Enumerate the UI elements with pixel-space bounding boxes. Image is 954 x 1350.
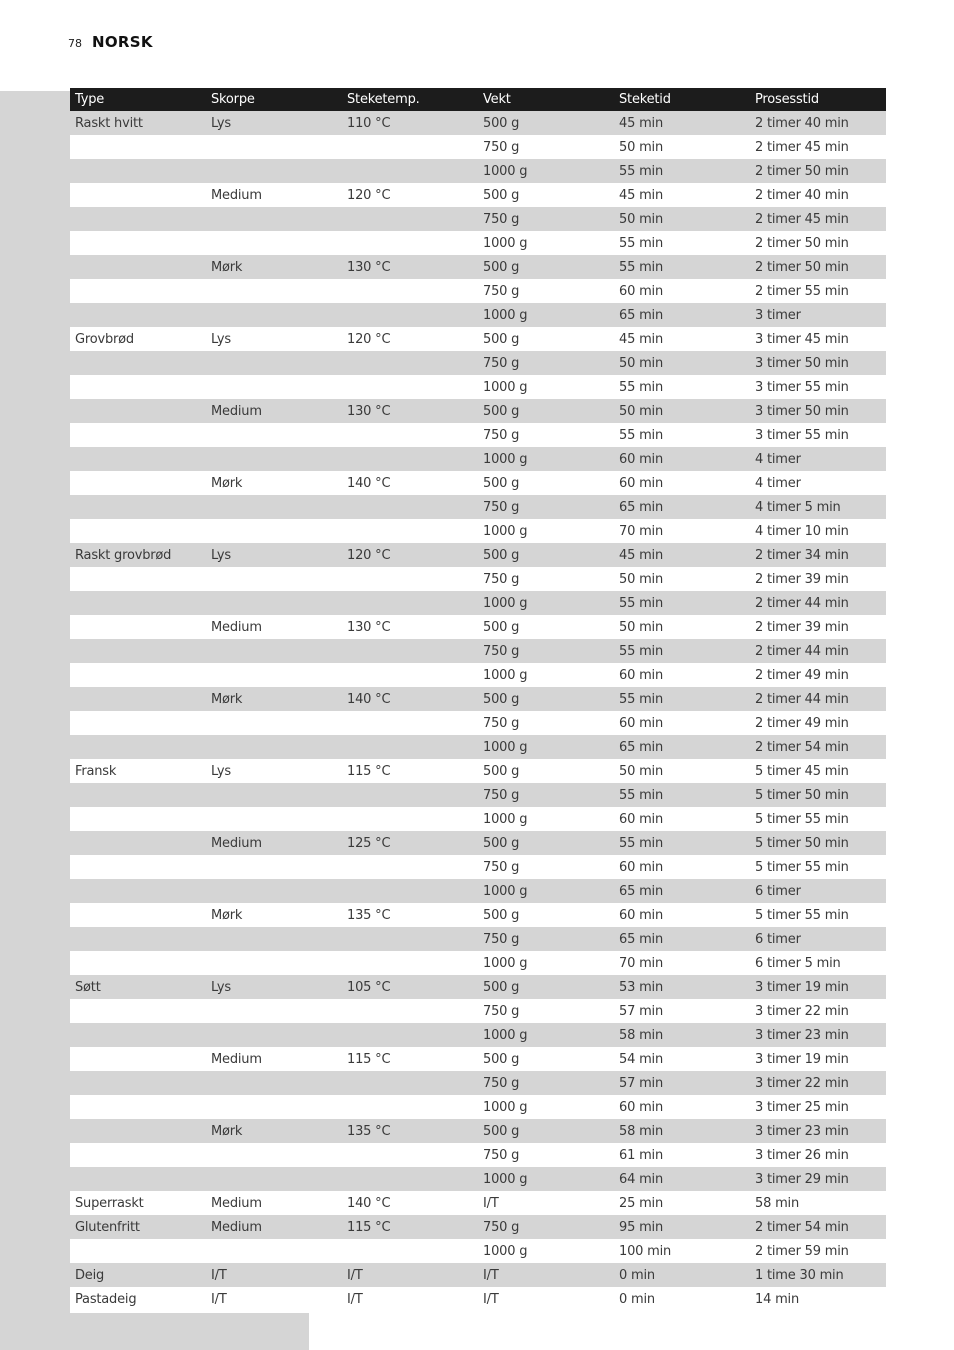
- cell-temperature: 120 °C: [347, 331, 391, 347]
- table-row: [70, 1191, 886, 1215]
- cell-baking-time: 65 min: [619, 307, 663, 323]
- cell-baking-time: 60 min: [619, 475, 663, 491]
- cell-baking-time: 45 min: [619, 331, 663, 347]
- cell-weight: I/T: [483, 1267, 499, 1283]
- cell-baking-time: 60 min: [619, 451, 663, 467]
- cell-baking-time: 25 min: [619, 1195, 663, 1211]
- cell-baking-time: 60 min: [619, 667, 663, 683]
- cell-weight: 1000 g: [483, 955, 528, 971]
- cell-process-time: 2 timer 44 min: [755, 691, 849, 707]
- header-baking-time: Steketid: [619, 92, 671, 107]
- header-temperature: Steketemp.: [347, 92, 420, 107]
- cell-temperature: 135 °C: [347, 907, 391, 923]
- table-row: [70, 567, 886, 591]
- table-row: [70, 855, 886, 879]
- table-row: [70, 951, 886, 975]
- cell-baking-time: 50 min: [619, 355, 663, 371]
- cell-baking-time: 65 min: [619, 931, 663, 947]
- cell-crust: Medium: [211, 187, 262, 203]
- table-row: [70, 759, 886, 783]
- table-row: [70, 927, 886, 951]
- table-row: [70, 1095, 886, 1119]
- cell-process-time: 3 timer 50 min: [755, 355, 849, 371]
- cell-weight: 1000 g: [483, 1099, 528, 1115]
- cell-baking-time: 55 min: [619, 643, 663, 659]
- cell-baking-time: 65 min: [619, 499, 663, 515]
- table-row: [70, 279, 886, 303]
- cell-weight: 1000 g: [483, 379, 528, 395]
- cell-type: Søtt: [75, 979, 101, 995]
- cell-weight: 1000 g: [483, 811, 528, 827]
- table-row: [70, 975, 886, 999]
- cell-crust: Medium: [211, 1219, 262, 1235]
- cell-weight: 750 g: [483, 427, 520, 443]
- cell-process-time: 1 time 30 min: [755, 1267, 844, 1283]
- cell-temperature: I/T: [347, 1291, 363, 1307]
- table-row: [70, 303, 886, 327]
- table-body: [70, 111, 886, 1311]
- table-row: [70, 159, 886, 183]
- cell-weight: 750 g: [483, 859, 520, 875]
- table-row: [70, 495, 886, 519]
- cell-temperature: 140 °C: [347, 1195, 391, 1211]
- cell-baking-time: 60 min: [619, 1099, 663, 1115]
- cell-process-time: 3 timer: [755, 307, 801, 323]
- cell-baking-time: 60 min: [619, 811, 663, 827]
- cell-process-time: 3 timer 25 min: [755, 1099, 849, 1115]
- cell-baking-time: 70 min: [619, 523, 663, 539]
- cell-weight: 1000 g: [483, 1243, 528, 1259]
- page-number: 78: [68, 37, 82, 50]
- cell-process-time: 5 timer 55 min: [755, 859, 849, 875]
- cell-weight: 750 g: [483, 1147, 520, 1163]
- table-row: [70, 1047, 886, 1071]
- cell-weight: 1000 g: [483, 523, 528, 539]
- cell-crust: Mørk: [211, 475, 243, 491]
- cell-weight: I/T: [483, 1195, 499, 1211]
- cell-type: Superraskt: [75, 1195, 144, 1211]
- table-row: [70, 687, 886, 711]
- baking-program-table: [70, 88, 886, 1311]
- cell-process-time: 2 timer 39 min: [755, 571, 849, 587]
- cell-process-time: 3 timer 22 min: [755, 1075, 849, 1091]
- cell-baking-time: 55 min: [619, 835, 663, 851]
- cell-weight: 500 g: [483, 259, 520, 275]
- cell-baking-time: 57 min: [619, 1003, 663, 1019]
- cell-temperature: 120 °C: [347, 547, 391, 563]
- table-row: [70, 1215, 886, 1239]
- cell-weight: 1000 g: [483, 451, 528, 467]
- header-weight: Vekt: [483, 92, 511, 107]
- page-header: [68, 33, 153, 53]
- cell-baking-time: 0 min: [619, 1267, 655, 1283]
- cell-temperature: 115 °C: [347, 1219, 391, 1235]
- cell-process-time: 3 timer 19 min: [755, 979, 849, 995]
- cell-weight: 500 g: [483, 763, 520, 779]
- cell-weight: 500 g: [483, 475, 520, 491]
- cell-temperature: 110 °C: [347, 115, 391, 131]
- cell-process-time: 3 timer 19 min: [755, 1051, 849, 1067]
- cell-baking-time: 57 min: [619, 1075, 663, 1091]
- header-process-time: Prosesstid: [755, 92, 819, 107]
- cell-process-time: 2 timer 39 min: [755, 619, 849, 635]
- cell-weight: 500 g: [483, 835, 520, 851]
- cell-process-time: 3 timer 29 min: [755, 1171, 849, 1187]
- cell-weight: 750 g: [483, 139, 520, 155]
- cell-process-time: 3 timer 55 min: [755, 427, 849, 443]
- cell-baking-time: 50 min: [619, 211, 663, 227]
- cell-process-time: 2 timer 45 min: [755, 139, 849, 155]
- cell-weight: 750 g: [483, 355, 520, 371]
- cell-baking-time: 60 min: [619, 715, 663, 731]
- cell-baking-time: 55 min: [619, 163, 663, 179]
- cell-process-time: 3 timer 50 min: [755, 403, 849, 419]
- cell-baking-time: 55 min: [619, 787, 663, 803]
- cell-crust: Lys: [211, 763, 231, 779]
- cell-weight: 750 g: [483, 283, 520, 299]
- cell-process-time: 5 timer 50 min: [755, 787, 849, 803]
- cell-baking-time: 64 min: [619, 1171, 663, 1187]
- cell-baking-time: 54 min: [619, 1051, 663, 1067]
- cell-temperature: 125 °C: [347, 835, 391, 851]
- table-row: [70, 903, 886, 927]
- cell-baking-time: 58 min: [619, 1123, 663, 1139]
- cell-crust: Medium: [211, 403, 262, 419]
- cell-weight: 750 g: [483, 931, 520, 947]
- table-row: [70, 1263, 886, 1287]
- cell-weight: 500 g: [483, 115, 520, 131]
- cell-process-time: 2 timer 40 min: [755, 115, 849, 131]
- cell-weight: 500 g: [483, 547, 520, 563]
- cell-temperature: 140 °C: [347, 691, 391, 707]
- cell-process-time: 3 timer 23 min: [755, 1123, 849, 1139]
- table-row: [70, 135, 886, 159]
- cell-baking-time: 61 min: [619, 1147, 663, 1163]
- table-row: [70, 1119, 886, 1143]
- table-row: [70, 591, 886, 615]
- cell-crust: I/T: [211, 1267, 227, 1283]
- cell-baking-time: 55 min: [619, 691, 663, 707]
- cell-process-time: 6 timer: [755, 883, 801, 899]
- margin-gray-band: [0, 91, 70, 1350]
- cell-type: Fransk: [75, 763, 117, 779]
- bottom-gray-band: [0, 1313, 309, 1350]
- cell-baking-time: 53 min: [619, 979, 663, 995]
- cell-process-time: 3 timer 55 min: [755, 379, 849, 395]
- cell-weight: 750 g: [483, 211, 520, 227]
- cell-baking-time: 55 min: [619, 379, 663, 395]
- cell-crust: Mørk: [211, 259, 243, 275]
- cell-baking-time: 50 min: [619, 763, 663, 779]
- cell-baking-time: 55 min: [619, 235, 663, 251]
- cell-baking-time: 0 min: [619, 1291, 655, 1307]
- cell-baking-time: 45 min: [619, 115, 663, 131]
- cell-process-time: 4 timer: [755, 451, 801, 467]
- cell-process-time: 4 timer 5 min: [755, 499, 841, 515]
- cell-process-time: 2 timer 49 min: [755, 667, 849, 683]
- table-row: [70, 543, 886, 567]
- cell-process-time: 5 timer 55 min: [755, 907, 849, 923]
- cell-process-time: 2 timer 50 min: [755, 259, 849, 275]
- cell-process-time: 6 timer: [755, 931, 801, 947]
- cell-baking-time: 55 min: [619, 595, 663, 611]
- cell-process-time: 5 timer 50 min: [755, 835, 849, 851]
- cell-baking-time: 45 min: [619, 547, 663, 563]
- cell-type: Glutenfritt: [75, 1219, 140, 1235]
- table-row: [70, 1143, 886, 1167]
- cell-process-time: 2 timer 45 min: [755, 211, 849, 227]
- table-row: [70, 783, 886, 807]
- cell-temperature: 130 °C: [347, 259, 391, 275]
- cell-crust: Mørk: [211, 1123, 243, 1139]
- cell-crust: Medium: [211, 835, 262, 851]
- cell-process-time: 2 timer 54 min: [755, 1219, 849, 1235]
- cell-process-time: 2 timer 50 min: [755, 163, 849, 179]
- cell-crust: Lys: [211, 979, 231, 995]
- cell-type: Raskt grovbrød: [75, 547, 172, 563]
- cell-weight: I/T: [483, 1291, 499, 1307]
- table-row: [70, 207, 886, 231]
- cell-weight: 500 g: [483, 907, 520, 923]
- cell-baking-time: 45 min: [619, 187, 663, 203]
- cell-baking-time: 50 min: [619, 571, 663, 587]
- cell-temperature: 115 °C: [347, 763, 391, 779]
- cell-crust: I/T: [211, 1291, 227, 1307]
- table-row: [70, 663, 886, 687]
- cell-baking-time: 100 min: [619, 1243, 672, 1259]
- cell-temperature: 105 °C: [347, 979, 391, 995]
- cell-baking-time: 50 min: [619, 139, 663, 155]
- table-row: [70, 351, 886, 375]
- cell-weight: 1000 g: [483, 667, 528, 683]
- cell-process-time: 2 timer 59 min: [755, 1243, 849, 1259]
- cell-crust: Medium: [211, 619, 262, 635]
- cell-process-time: 2 timer 44 min: [755, 595, 849, 611]
- cell-process-time: 3 timer 23 min: [755, 1027, 849, 1043]
- cell-process-time: 3 timer 22 min: [755, 1003, 849, 1019]
- table-row: [70, 447, 886, 471]
- cell-crust: Lys: [211, 331, 231, 347]
- cell-weight: 1000 g: [483, 307, 528, 323]
- cell-process-time: 5 timer 55 min: [755, 811, 849, 827]
- cell-process-time: 58 min: [755, 1195, 799, 1211]
- cell-baking-time: 55 min: [619, 427, 663, 443]
- cell-crust: Mørk: [211, 691, 243, 707]
- cell-weight: 500 g: [483, 403, 520, 419]
- cell-weight: 500 g: [483, 979, 520, 995]
- cell-process-time: 6 timer 5 min: [755, 955, 841, 971]
- cell-weight: 1000 g: [483, 739, 528, 755]
- table-row: [70, 999, 886, 1023]
- cell-weight: 750 g: [483, 715, 520, 731]
- cell-weight: 750 g: [483, 787, 520, 803]
- table-row: [70, 1167, 886, 1191]
- table-row: [70, 255, 886, 279]
- cell-process-time: 3 timer 45 min: [755, 331, 849, 347]
- cell-baking-time: 60 min: [619, 907, 663, 923]
- cell-weight: 750 g: [483, 1003, 520, 1019]
- cell-weight: 500 g: [483, 1051, 520, 1067]
- cell-weight: 1000 g: [483, 595, 528, 611]
- cell-temperature: I/T: [347, 1267, 363, 1283]
- cell-crust: Lys: [211, 547, 231, 563]
- cell-process-time: 2 timer 34 min: [755, 547, 849, 563]
- table-row: [70, 471, 886, 495]
- cell-process-time: 3 timer 26 min: [755, 1147, 849, 1163]
- cell-weight: 500 g: [483, 331, 520, 347]
- cell-weight: 500 g: [483, 187, 520, 203]
- cell-type: Raskt hvitt: [75, 115, 143, 131]
- cell-temperature: 135 °C: [347, 1123, 391, 1139]
- table-row: [70, 1287, 886, 1311]
- cell-baking-time: 50 min: [619, 403, 663, 419]
- cell-baking-time: 95 min: [619, 1219, 663, 1235]
- cell-process-time: 4 timer: [755, 475, 801, 491]
- table-row: [70, 375, 886, 399]
- cell-process-time: 2 timer 50 min: [755, 235, 849, 251]
- section-title: NORSK: [92, 33, 153, 51]
- cell-baking-time: 60 min: [619, 283, 663, 299]
- cell-baking-time: 70 min: [619, 955, 663, 971]
- header-crust: Skorpe: [211, 92, 255, 107]
- table-row: [70, 1239, 886, 1263]
- cell-baking-time: 60 min: [619, 859, 663, 875]
- cell-weight: 750 g: [483, 643, 520, 659]
- cell-temperature: 115 °C: [347, 1051, 391, 1067]
- cell-temperature: 130 °C: [347, 403, 391, 419]
- cell-weight: 1000 g: [483, 1171, 528, 1187]
- cell-weight: 1000 g: [483, 163, 528, 179]
- table-row: [70, 183, 886, 207]
- cell-weight: 1000 g: [483, 1027, 528, 1043]
- cell-process-time: 14 min: [755, 1291, 799, 1307]
- cell-process-time: 2 timer 55 min: [755, 283, 849, 299]
- cell-baking-time: 65 min: [619, 739, 663, 755]
- cell-crust: Medium: [211, 1195, 262, 1211]
- table-row: [70, 831, 886, 855]
- table-row: [70, 615, 886, 639]
- cell-baking-time: 55 min: [619, 259, 663, 275]
- cell-crust: Mørk: [211, 907, 243, 923]
- cell-weight: 500 g: [483, 619, 520, 635]
- table-row: [70, 519, 886, 543]
- cell-weight: 750 g: [483, 499, 520, 515]
- cell-temperature: 120 °C: [347, 187, 391, 203]
- cell-weight: 500 g: [483, 691, 520, 707]
- cell-crust: Lys: [211, 115, 231, 131]
- table-row: [70, 1071, 886, 1095]
- table-row: [70, 423, 886, 447]
- cell-process-time: 4 timer 10 min: [755, 523, 849, 539]
- cell-type: Pastadeig: [75, 1291, 137, 1307]
- cell-temperature: 130 °C: [347, 619, 391, 635]
- cell-process-time: 2 timer 40 min: [755, 187, 849, 203]
- table-row: [70, 807, 886, 831]
- header-type: Type: [75, 92, 105, 107]
- cell-weight: 1000 g: [483, 235, 528, 251]
- cell-crust: Medium: [211, 1051, 262, 1067]
- table-row: [70, 735, 886, 759]
- table-row: [70, 639, 886, 663]
- cell-weight: 1000 g: [483, 883, 528, 899]
- cell-weight: 750 g: [483, 1075, 520, 1091]
- cell-temperature: 140 °C: [347, 475, 391, 491]
- cell-process-time: 5 timer 45 min: [755, 763, 849, 779]
- cell-weight: 750 g: [483, 1219, 520, 1235]
- table-row: [70, 399, 886, 423]
- table-header-row: [70, 88, 886, 111]
- table-row: [70, 327, 886, 351]
- cell-process-time: 2 timer 49 min: [755, 715, 849, 731]
- cell-weight: 500 g: [483, 1123, 520, 1139]
- cell-process-time: 2 timer 44 min: [755, 643, 849, 659]
- table-row: [70, 1023, 886, 1047]
- cell-weight: 750 g: [483, 571, 520, 587]
- cell-baking-time: 65 min: [619, 883, 663, 899]
- table-row: [70, 711, 886, 735]
- table-row: [70, 111, 886, 135]
- cell-type: Grovbrød: [75, 331, 134, 347]
- table-row: [70, 231, 886, 255]
- cell-type: Deig: [75, 1267, 105, 1283]
- table-row: [70, 879, 886, 903]
- cell-process-time: 2 timer 54 min: [755, 739, 849, 755]
- cell-baking-time: 58 min: [619, 1027, 663, 1043]
- cell-baking-time: 50 min: [619, 619, 663, 635]
